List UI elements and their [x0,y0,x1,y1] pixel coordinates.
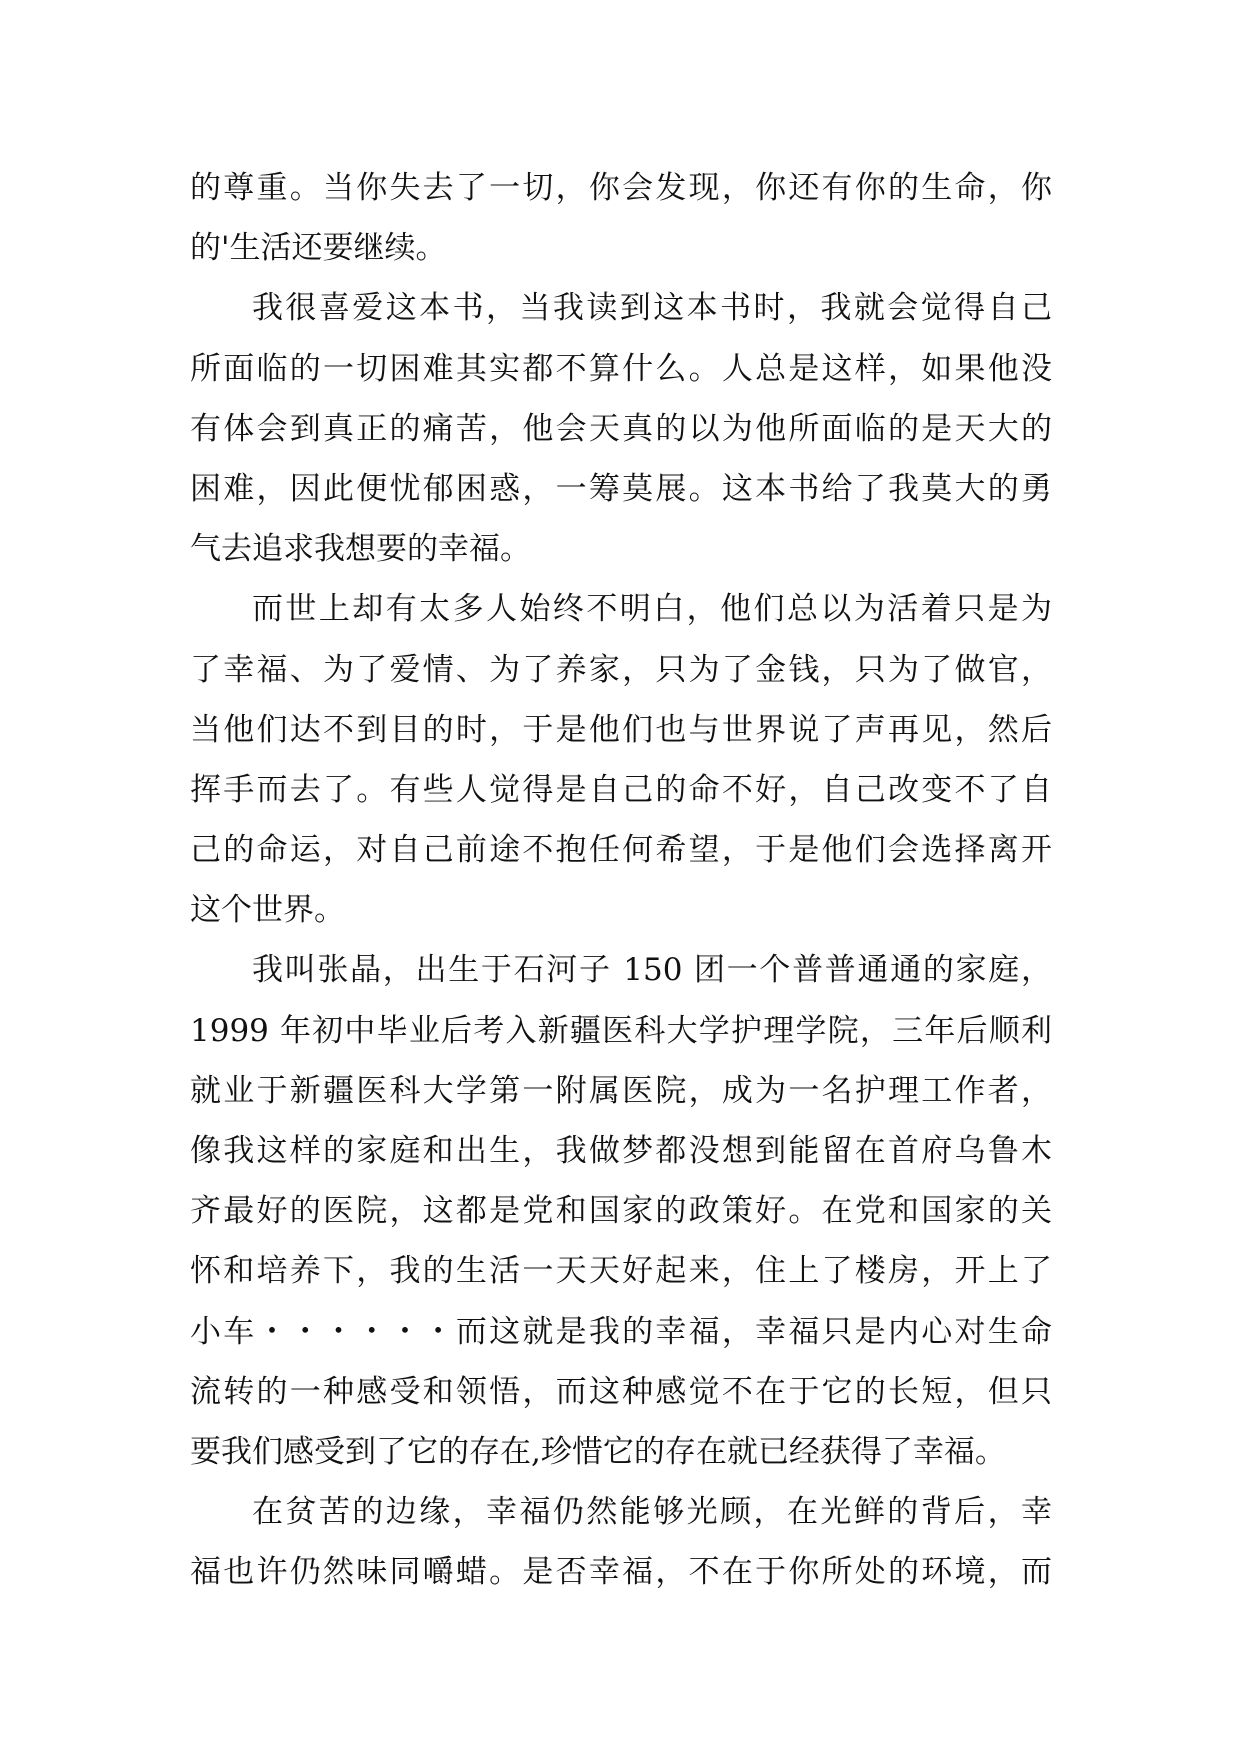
text-line: 的尊重。当你失去了一切，你会发现，你还有你的生命，你 [190,170,1052,206]
text-line: 像我这样的家庭和出生，我做梦都没想到能留在首府乌鲁木 [190,1133,1052,1169]
body-text [190,158,1052,1603]
text-line: 我叫张晶，出生于石河子 150 团一个普普通通的家庭， [252,952,1052,989]
text-line: 小车・・・・・・而这就是我的幸福，幸福只是内心对生命 [190,1313,1052,1350]
text-line: 当他们达不到目的时，于是他们也与世界说了声再见，然后 [190,711,1052,748]
text-line: 要我们感受到了它的存在,珍惜它的存在就已经获得了幸福。 [190,1433,1006,1470]
text-line: 在贫苦的边缘，幸福仍然能够光顾，在光鲜的背后，幸 [252,1494,1052,1531]
text-line: 流转的一种感受和领悟，而这种感觉不在于它的长短，但只 [190,1373,1052,1410]
text-line: 所面临的一切困难其实都不算什么。人总是这样，如果他没 [190,350,1052,387]
text-line: 而世上却有太多人始终不明白，他们总以为活着只是为 [252,591,1052,628]
text-line: 气去追求我想要的幸福。 [190,531,531,568]
text-line: 的'生活还要继续。 [190,230,447,267]
text-line: 1999 年初中毕业后考入新疆医科大学护理学院，三年后顺利 [190,1012,1052,1049]
text-line: 困难，因此便忧郁困惑，一筹莫展。这本书给了我莫大的勇 [190,470,1052,507]
text-line: 挥手而去了。有些人觉得是自己的命不好，自己改变不了自 [190,771,1052,808]
text-line: 怀和培养下，我的生活一天天好起来，住上了楼房，开上了 [190,1253,1052,1290]
text-line: 了幸福、为了爱情、为了养家，只为了金钱，只为了做官， [190,651,1052,688]
text-line: 有体会到真正的痛苦，他会天真的以为他所面临的是天大的 [190,410,1052,447]
text-line: 福也许仍然味同嚼蜡。是否幸福，不在于你所处的环境，而 [190,1554,1052,1591]
text-line: 就业于新疆医科大学第一附属医院，成为一名护理工作者， [190,1072,1052,1109]
text-line: 己的命运，对自己前途不抱任何希望，于是他们会选择离开 [190,832,1052,869]
text-line: 这个世界。 [190,892,345,929]
text-line: 齐最好的医院，这都是党和国家的政策好。在党和国家的关 [190,1193,1052,1230]
text-line: 我很喜爱这本书，当我读到这本书时，我就会觉得自己 [252,290,1052,327]
